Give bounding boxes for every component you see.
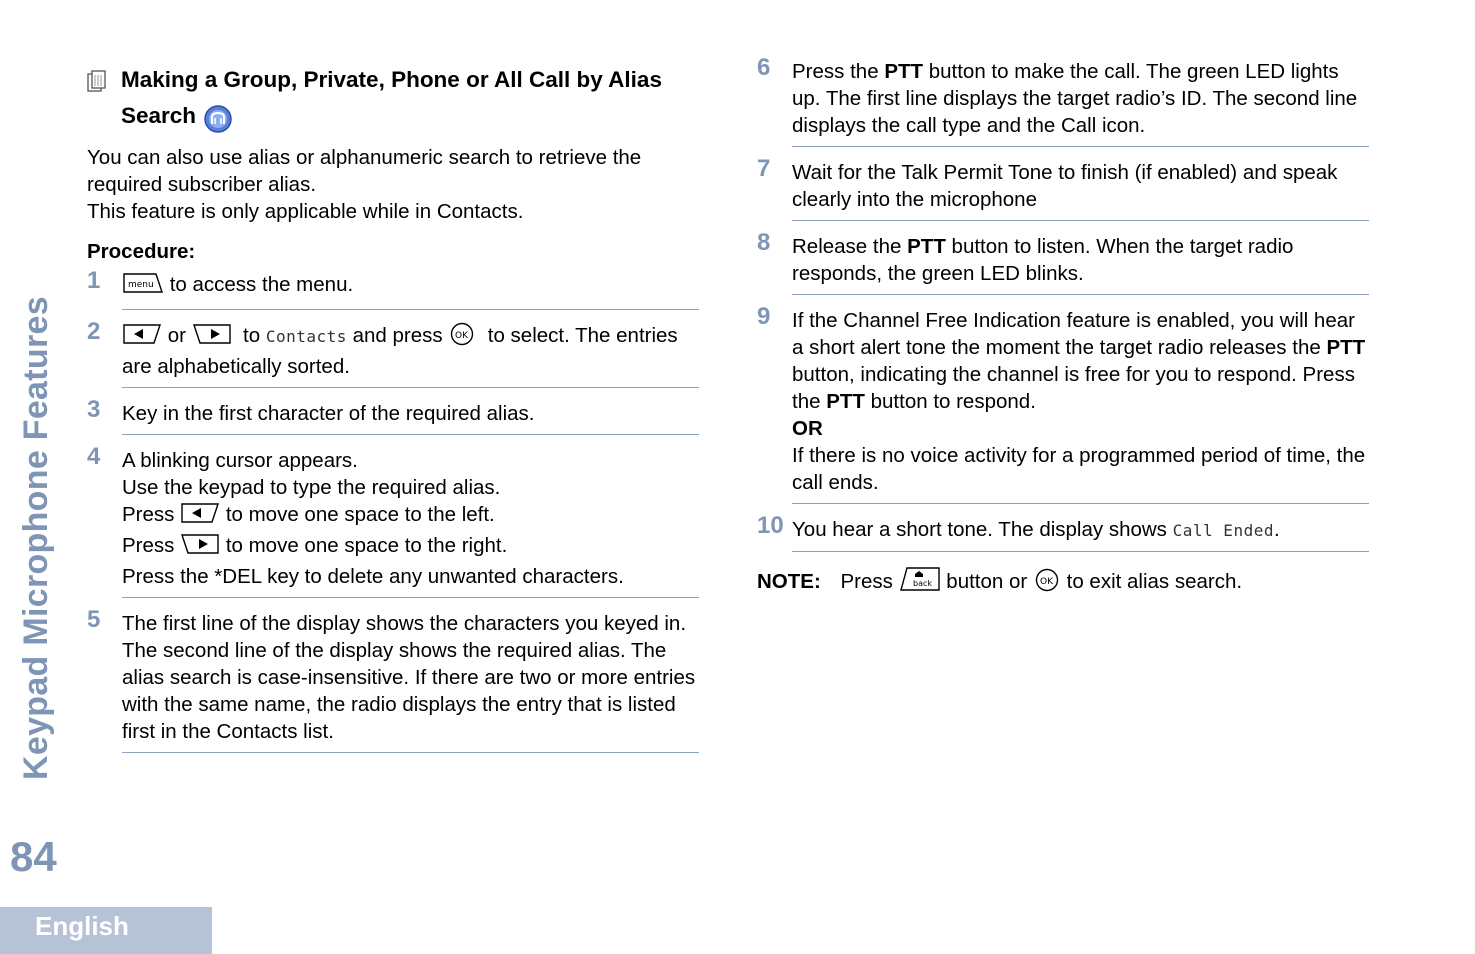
step-number: 10 (757, 512, 784, 539)
step-number: 6 (757, 54, 771, 81)
svg-text:menu: menu (128, 280, 154, 290)
step-text: to access the menu. (169, 273, 354, 296)
step-number: 7 (757, 155, 771, 182)
step-1 (87, 267, 699, 310)
step-number: 8 (757, 229, 771, 256)
step-9 (757, 303, 1369, 504)
svg-text:back: back (912, 579, 932, 588)
step-text: button to make the call. The green LED lights up. The first line displays the target radio’s ID. The second line displays the call type and the Call icon. (792, 60, 1358, 137)
display-text-contacts: Contacts (265, 327, 347, 346)
step-text: Release the (792, 235, 902, 258)
ok-key-icon (1033, 568, 1061, 599)
step-line: Press the *DEL key to delete any unwanted characters. (122, 565, 624, 588)
note (757, 566, 1369, 599)
step-line: A blinking cursor appears. (122, 449, 358, 472)
step-text: You hear a short tone. The display shows (792, 518, 1167, 541)
ptt-button-label: PTT (884, 60, 924, 83)
right-arrow-key-icon (180, 532, 220, 563)
step-text-select: to select. The entries are alphabetically sorted. (122, 324, 678, 378)
note-text: button or (946, 570, 1028, 593)
step-4 (87, 443, 699, 598)
step-8 (757, 229, 1369, 295)
step-text-press: Press (122, 534, 175, 557)
step-number: 1 (87, 267, 101, 294)
svg-text:OK: OK (455, 331, 469, 341)
ptt-button-label: PTT (1326, 336, 1366, 359)
step-text: button, indicating the channel is free for you to respond. Press the (792, 363, 1355, 413)
step-3 (87, 396, 699, 435)
step-text-to: to (243, 324, 261, 347)
mic-feature-icon (204, 105, 232, 144)
step-text: The first line of the display shows the characters you keyed in. The second line of the display shows the required alias. The alias search is case-insensitive. If there are two or more entries with the same name, the radio displays the entry that is listed first in the Contacts list. (122, 612, 696, 743)
step-6 (757, 54, 1369, 147)
ptt-button-label: PTT (826, 390, 865, 413)
step-number: 2 (87, 318, 101, 345)
display-text-call-ended: Call Ended (1172, 521, 1274, 540)
heading-line-2: Search (121, 103, 197, 128)
step-text-or: or (167, 324, 186, 347)
step-text-press: Press (122, 503, 175, 526)
or-label: OR (792, 417, 823, 440)
home-back-key-icon (899, 566, 941, 599)
intro-paragraph-2: This feature is only applicable while in Contacts. (87, 200, 524, 223)
ptt-button-label: PTT (907, 235, 946, 258)
section-heading (87, 62, 699, 144)
right-column (757, 54, 1369, 599)
heading-line-1: Making a Group, Private, Phone or All Call by Alias (121, 67, 662, 92)
note-text: Press (840, 570, 893, 593)
step-text: Key in the first character of the required alias. (122, 402, 535, 425)
left-arrow-key-icon (180, 501, 220, 532)
step-text: . (1273, 518, 1280, 541)
note-text: to exit alias search. (1066, 570, 1243, 593)
step-number: 5 (87, 606, 101, 633)
step-number: 9 (757, 303, 771, 330)
svg-text:OK: OK (1039, 577, 1053, 587)
left-column (87, 62, 699, 765)
step-text: If there is no voice activity for a programmed period of time, the call ends. (792, 444, 1366, 494)
step-7 (757, 155, 1369, 221)
step-text: to move one space to the right. (225, 534, 508, 557)
step-text: button to respond. (870, 390, 1036, 413)
step-text: to move one space to the left. (225, 503, 495, 526)
right-arrow-key-icon (192, 322, 232, 353)
step-text-press: and press (352, 324, 443, 347)
step-text: If the Channel Free Indication feature is enabled, you will hear a short alert tone the moment the target radio releases the (792, 309, 1355, 359)
step-2 (87, 318, 699, 388)
step-text: button to listen. When the target radio responds, the green LED blinks. (792, 235, 1294, 285)
step-line: Use the keypad to type the required alias. (122, 476, 501, 499)
step-text: Press the (792, 60, 879, 83)
step-10 (757, 512, 1369, 552)
step-number: 3 (87, 396, 101, 423)
ok-key-icon (448, 322, 476, 353)
document-icon (87, 68, 109, 104)
note-label: NOTE: (757, 570, 821, 593)
left-arrow-key-icon (122, 322, 162, 353)
procedure-label: Procedure: (87, 240, 196, 263)
page-number: 84 (10, 833, 57, 880)
step-number: 4 (87, 443, 101, 470)
menu-key-icon (122, 271, 164, 302)
section-side-title: Keypad Microphone Features (17, 296, 55, 780)
step-text: Wait for the Talk Permit Tone to finish (if enabled) and speak clearly into the microphone (792, 161, 1338, 211)
intro-paragraph-1: You can also use alias or alphanumeric search to retrieve the required subscriber alias. (87, 146, 642, 196)
step-5 (87, 606, 699, 753)
language-label: English (35, 911, 129, 941)
